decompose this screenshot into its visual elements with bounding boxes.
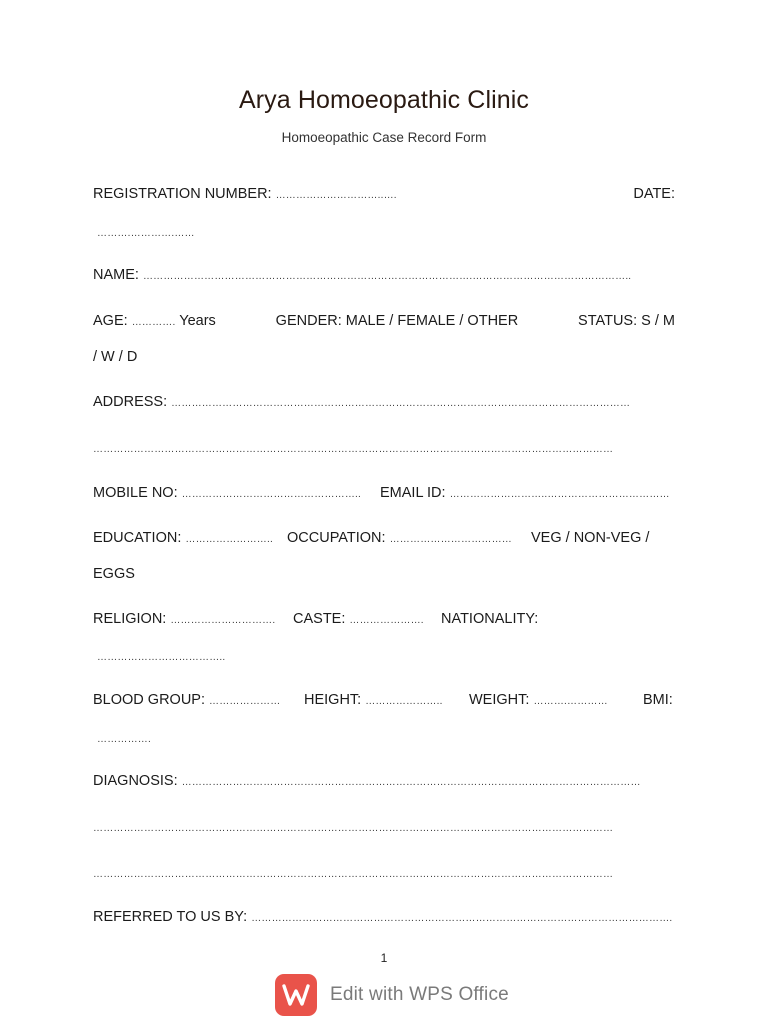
education-dots: ……………………..: [185, 534, 273, 545]
occupation-row: [287, 530, 512, 546]
education-label: EDUCATION:: [93, 530, 182, 546]
registration-row: [93, 186, 675, 202]
page-number: 1: [380, 951, 388, 965]
education-row: [93, 530, 273, 546]
address-row: [93, 394, 630, 410]
wps-logo-icon: [275, 974, 317, 1016]
address-dots-2: ………………………………………………………………………………………………………………………………………: [93, 444, 614, 455]
diet-options: VEG / NON-VEG /: [531, 530, 650, 546]
address-label: ADDRESS:: [93, 394, 168, 410]
blood-group-row: [93, 692, 280, 708]
registration-dots: …………………………..….: [275, 190, 397, 201]
date-label: DATE:: [633, 186, 675, 202]
nationality-label: NATIONALITY:: [441, 611, 539, 627]
caste-dots: ………………….: [349, 615, 424, 626]
referred-dots: …………………………………………………………………………………………………………….: [251, 913, 673, 924]
weight-label: WEIGHT:: [469, 692, 530, 708]
clinic-title: Arya Homoeopathic Clinic: [238, 86, 530, 114]
name-dots: …………………………………………………………………………………….………………………………………..: [142, 271, 632, 282]
referred-row: [93, 909, 672, 925]
blood-group-label: BLOOD GROUP:: [93, 692, 205, 708]
edit-with-wps-button[interactable]: [275, 974, 515, 1016]
address-dots-1: ………………………………………………………………………………………………………………………: [171, 398, 631, 409]
name-row: [93, 267, 631, 283]
bmi-dots: …………….: [97, 734, 151, 745]
caste-label: CASTE:: [293, 611, 346, 627]
religion-label: RELIGION:: [93, 611, 167, 627]
registration-label: REGISTRATION NUMBER:: [93, 186, 272, 202]
diagnosis-dots-1: ………………………………………………………………………………………………………………………: [181, 777, 641, 788]
bmi-label: BMI:: [643, 692, 673, 708]
weight-dots: ……….…………: [533, 696, 608, 707]
age-label: AGE:: [93, 313, 128, 329]
gender-options: GENDER: MALE / FEMALE / OTHER: [275, 313, 519, 329]
mobile-row: [93, 485, 361, 501]
email-row: [380, 485, 670, 501]
blood-group-dots: …………………: [209, 696, 281, 707]
wps-edit-label: Edit with WPS Office: [330, 984, 509, 1005]
status-continued: / W / D: [93, 349, 138, 365]
age-unit: Years: [179, 313, 216, 329]
age-row: [93, 313, 675, 329]
status-options: STATUS: S / M: [578, 313, 675, 329]
date-dots: ……….………….……: [97, 228, 195, 239]
email-label: EMAIL ID:: [380, 485, 446, 501]
diagnosis-row: [93, 773, 641, 789]
diagnosis-label: DIAGNOSIS:: [93, 773, 178, 789]
occupation-label: OCCUPATION:: [287, 530, 386, 546]
form-subtitle: Homoeopathic Case Record Form: [281, 130, 487, 145]
religion-dots: ………………………….: [170, 615, 276, 626]
diagnosis-dots-2: ………………………………………………………………………………………………………………………………………: [93, 823, 614, 834]
occupation-dots: ………………………………: [389, 534, 512, 545]
diet-continued: EGGS: [93, 566, 135, 582]
referred-label: REFERRED TO US BY:: [93, 909, 248, 925]
nationality-dots: ………………………………..: [97, 652, 226, 663]
mobile-label: MOBILE NO:: [93, 485, 178, 501]
caste-row: [293, 611, 424, 627]
weight-row: [469, 692, 608, 708]
religion-row: [93, 611, 275, 627]
height-label: HEIGHT:: [304, 692, 362, 708]
height-dots: …………………..: [365, 696, 443, 707]
height-row: [304, 692, 443, 708]
email-dots: ………………………..………………………………: [449, 489, 670, 500]
name-label: NAME:: [93, 267, 139, 283]
age-dots: ………….: [131, 317, 176, 328]
mobile-dots: ……………………………………………..: [181, 489, 361, 500]
diagnosis-dots-3: ………………………………………………………………………………………………………………………………………: [93, 869, 614, 880]
